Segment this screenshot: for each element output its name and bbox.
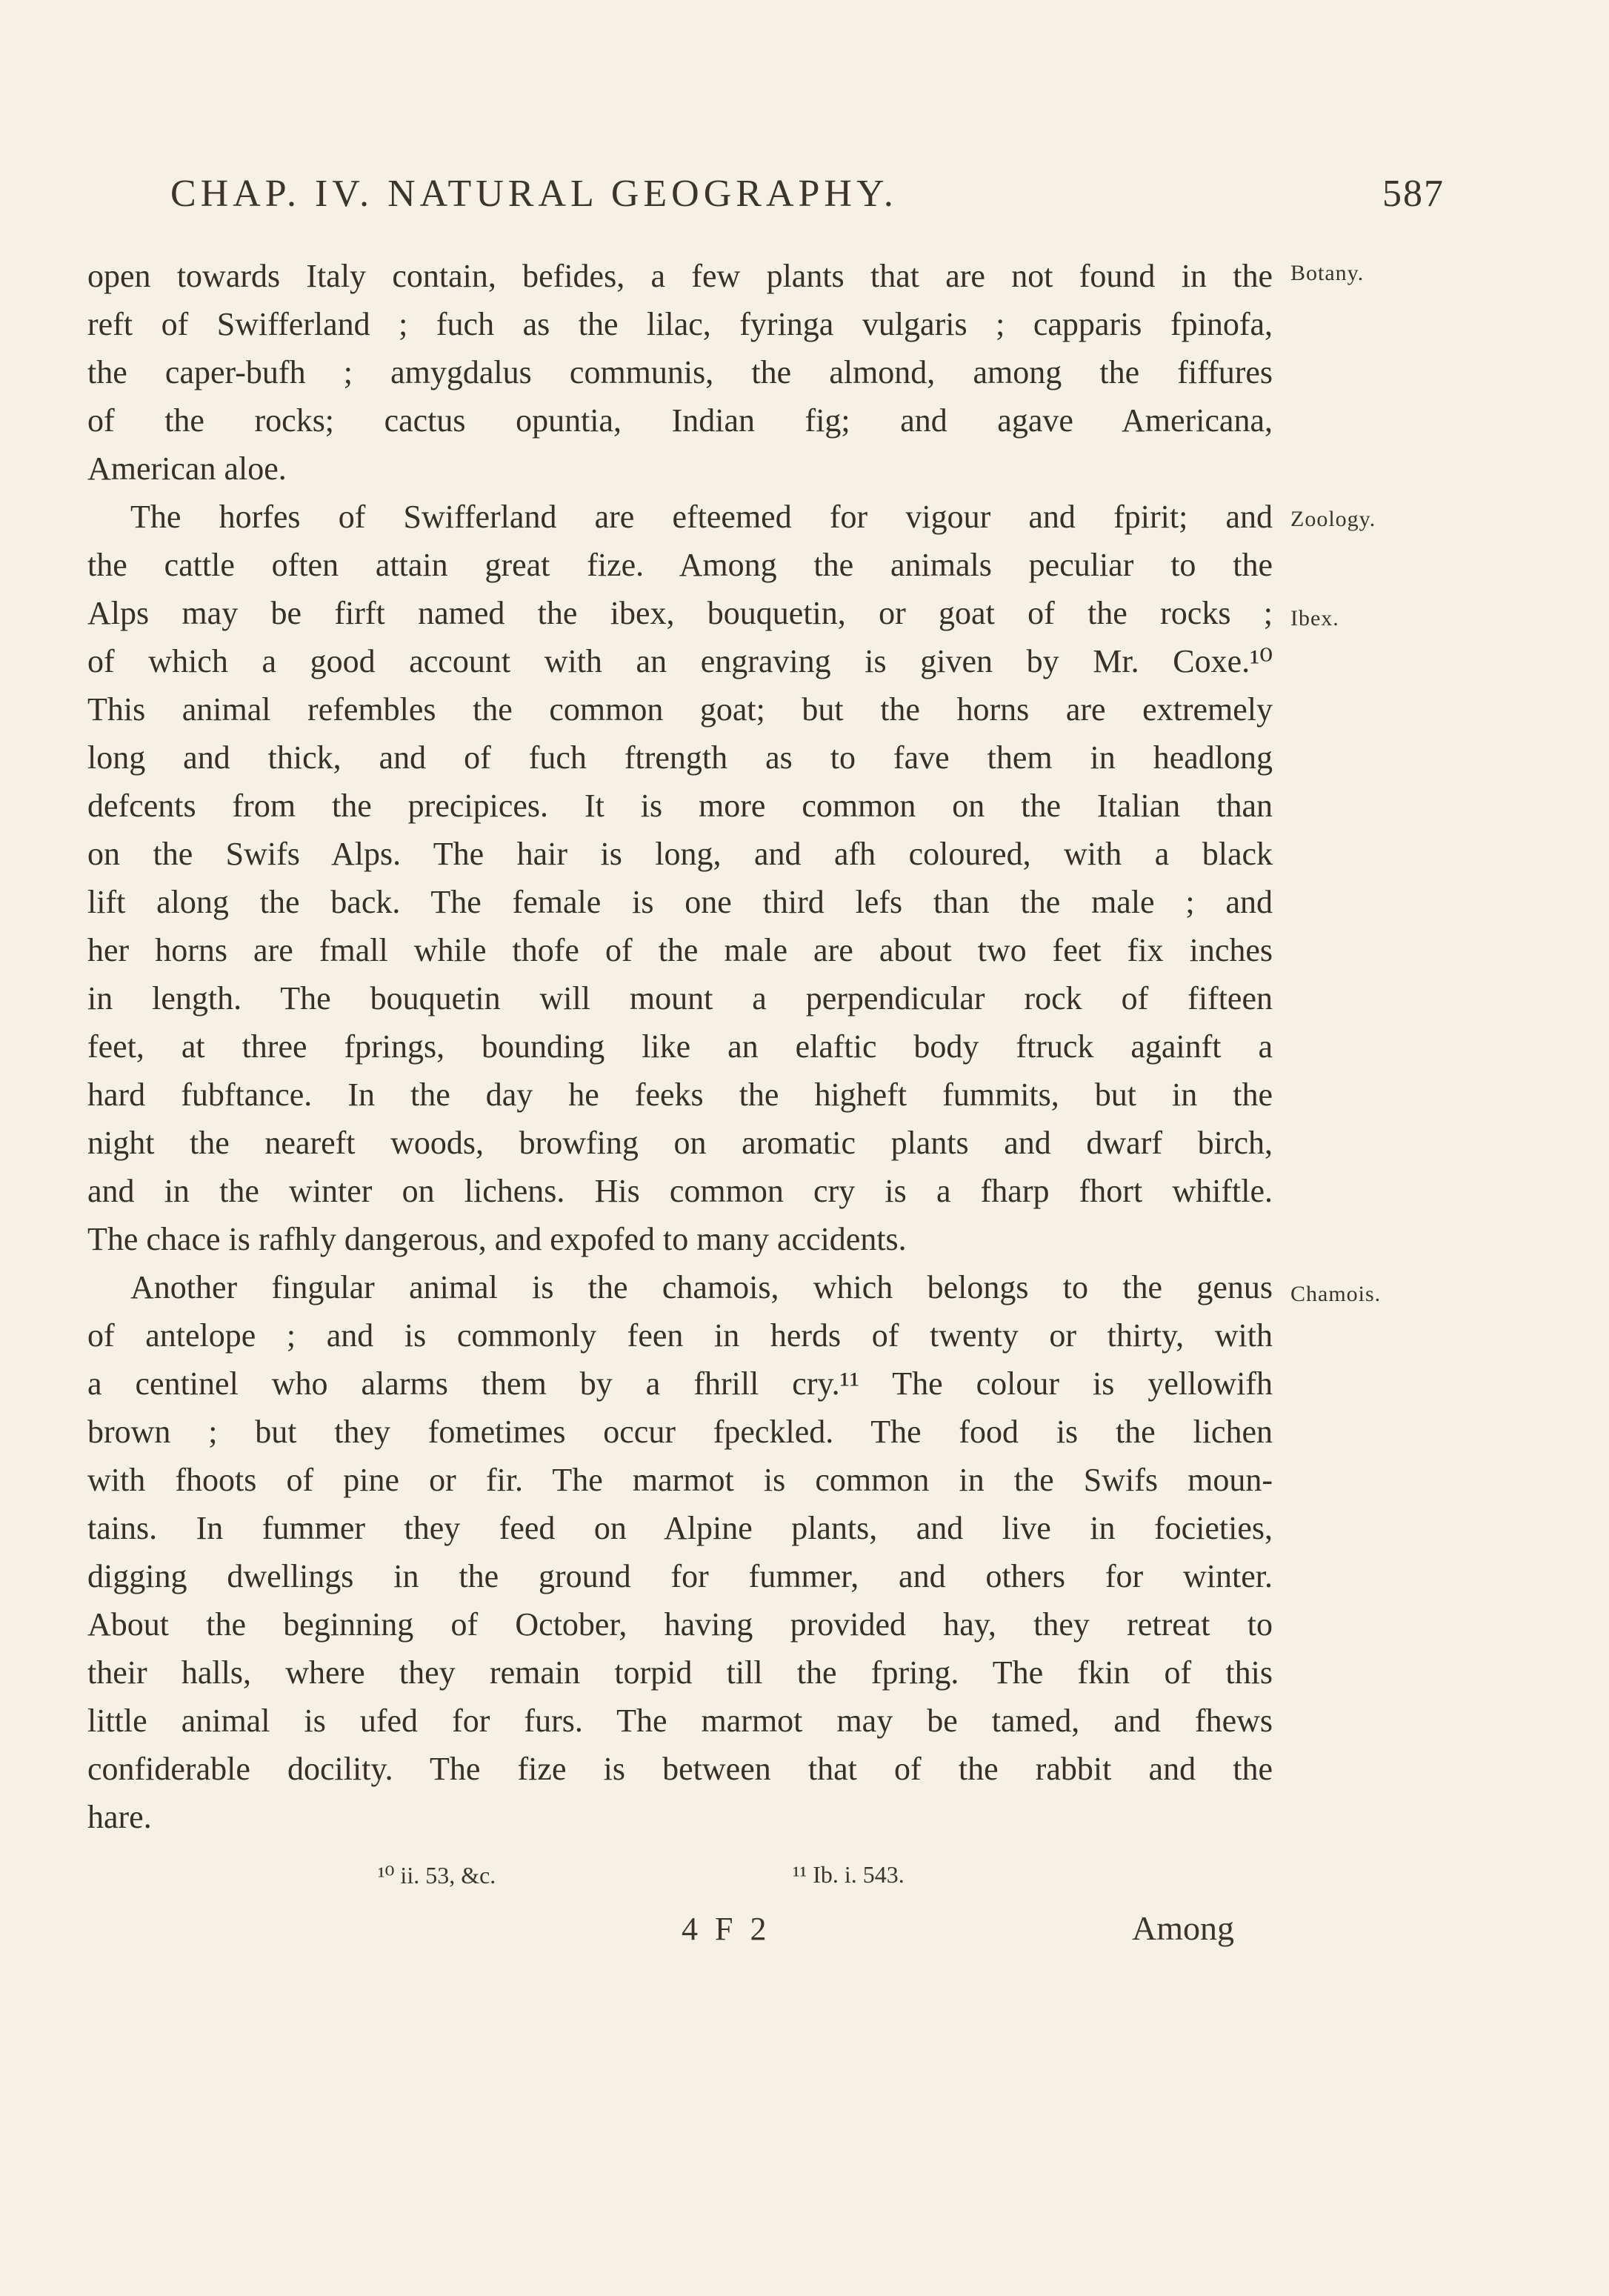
body-line: and in the winter on lichens. His common cry is a fharp fhort whiftle. xyxy=(87,1173,1273,1209)
margin-note-zoology: Zoology. xyxy=(1290,507,1376,531)
body-line: lift along the back. The female is one third lefs than the male ; and xyxy=(87,884,1273,920)
body-line: of antelope ; and is commonly feen in herds of twenty or thirty, with xyxy=(87,1317,1273,1354)
running-head xyxy=(170,172,1445,224)
body-line: About the beginning of October, having provided hay, they retreat to xyxy=(87,1606,1273,1643)
body-line: with fhoots of pine or fir. The marmot is common in the Swifs moun- xyxy=(87,1462,1273,1498)
body-line: tains. In fummer they feed on Alpine plants, and live in focieties, xyxy=(87,1510,1273,1546)
margin-note-botany: Botany. xyxy=(1290,261,1365,285)
body-line: Alps may be firft named the ibex, bouquetin, or goat of the rocks ; xyxy=(87,595,1273,631)
body-line: brown ; but they fometimes occur fpeckled. The food is the lichen xyxy=(87,1414,1273,1450)
margin-note-chamois: Chamois. xyxy=(1290,1282,1382,1306)
running-title: CHAP. IV. NATURAL GEOGRAPHY. xyxy=(170,173,898,215)
margin-note-ibex: Ibex. xyxy=(1290,606,1339,630)
body-line: reft of Swifferland ; fuch as the lilac, fyringa vulgaris ; capparis fpinofa, xyxy=(87,306,1273,342)
body-line: The horfes of Swifferland are efteemed for vigour and fpirit; and xyxy=(130,499,1273,535)
body-line: long and thick, and of fuch ftrength as to fave them in headlong xyxy=(87,739,1273,776)
body-line: hare. xyxy=(87,1799,152,1835)
body-line: defcents from the precipices. It is more common on the Italian than xyxy=(87,788,1273,824)
body-line: American aloe. xyxy=(87,450,287,487)
footnotes xyxy=(378,1861,970,1891)
body-line: hard fubftance. In the day he feeks the higheft fummits, but in the xyxy=(87,1077,1273,1113)
body-line: The chace is rafhly dangerous, and expofed to many accidents. xyxy=(87,1221,907,1257)
body-line: digging dwellings in the ground for fummer, and others for winter. xyxy=(87,1558,1273,1594)
body-line: the caper-bufh ; amygdalus communis, the almond, among the fiffures xyxy=(87,354,1273,390)
body-line: night the neareft woods, browfing on aromatic plants and dwarf birch, xyxy=(87,1125,1273,1161)
body-line: a centinel who alarms them by a fhrill cry.¹¹ The colour is yellowifh xyxy=(87,1365,1273,1402)
body-line: of the rocks; cactus opuntia, Indian fig; and agave Americana, xyxy=(87,402,1273,439)
footnote-10: ¹⁰ ii. 53, &c. xyxy=(378,1862,496,1889)
body-line: on the Swifs Alps. The hair is long, and afh coloured, with a black xyxy=(87,836,1273,872)
footnote-11: ¹¹ Ib. i. 543. xyxy=(793,1861,905,1888)
body-line: feet, at three fprings, bounding like an elaftic body ftruck againft a xyxy=(87,1028,1273,1065)
body-line: little animal is ufed for furs. The marmot may be tamed, and fhews xyxy=(87,1703,1273,1739)
body-line: of which a good account with an engraving is given by Mr. Coxe.¹⁰ xyxy=(87,643,1273,679)
catchword: Among xyxy=(1132,1909,1234,1947)
body-text xyxy=(87,252,1273,1841)
body-line: the cattle often attain great fize. Among the animals peculiar to the xyxy=(87,547,1273,583)
body-line: open towards Italy contain, befides, a few plants that are not found in the xyxy=(87,258,1273,294)
body-line: their halls, where they remain torpid till the fpring. The fkin of this xyxy=(87,1654,1273,1691)
body-line: her horns are fmall while thofe of the male are about two feet fix inches xyxy=(87,932,1273,968)
body-line: Another fingular animal is the chamois, which belongs to the genus xyxy=(130,1269,1273,1305)
body-line: in length. The bouquetin will mount a perpendicular rock of fifteen xyxy=(87,980,1273,1016)
body-line: This animal refembles the common goat; but the horns are extremely xyxy=(87,691,1273,728)
signature-mark: 4 F 2 xyxy=(682,1911,771,1947)
body-line: confiderable docility. The fize is between that of the rabbit and the xyxy=(87,1751,1273,1787)
page-number: 587 xyxy=(1382,173,1445,215)
